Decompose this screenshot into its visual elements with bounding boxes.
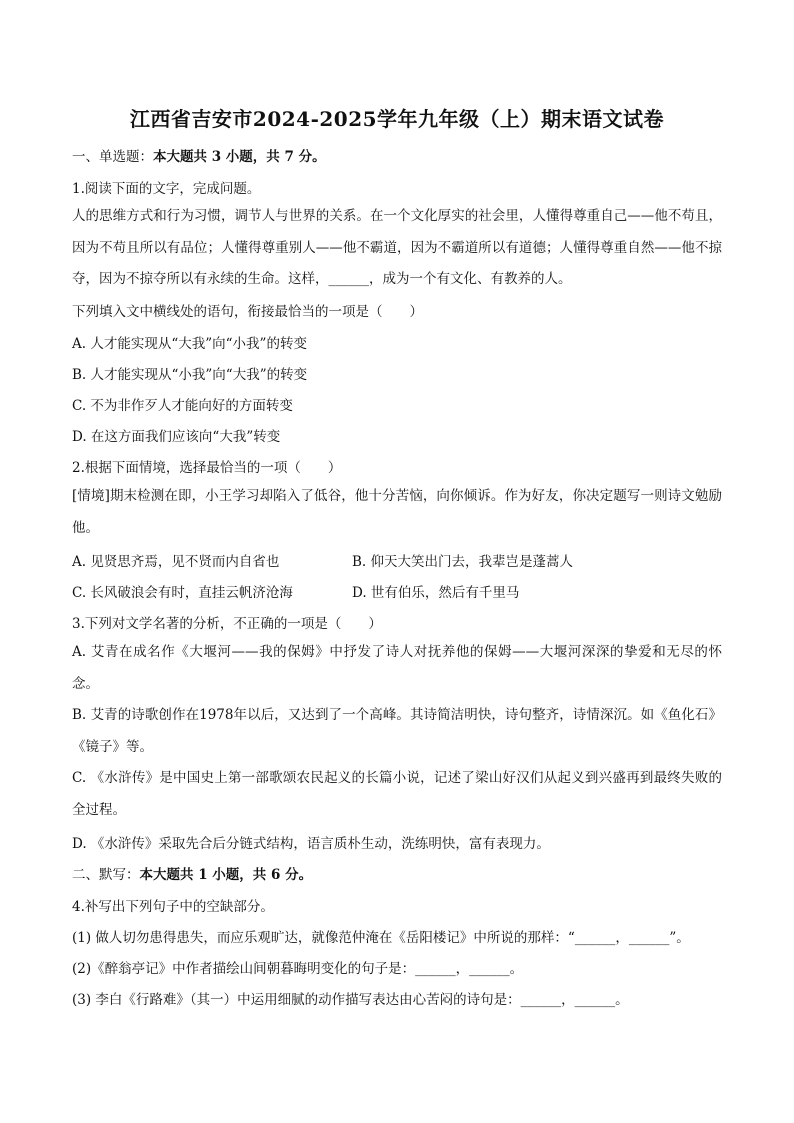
question-1-passage: 人的思维方式和行为习惯，调节人与世界的关系。在一个文化厚实的社会里，人懂得尊重自己——他不苟且，因为不苟且所以有品位；人懂得尊重别人——他不霸道，因为不霸道所以有道德；人懂得尊重自然——他不掠夺，因为不掠夺所以有永续的生命。这样，______，成为一个有文化、有教养的人。: [72, 208, 722, 287]
question-4-item-3: (3) 李白《行路难》（其一）中运用细腻的动作描写表达由心苦闷的诗句是：______，______。: [72, 992, 629, 1008]
question-1-stem: 1.阅读下面的文字，完成问题。: [72, 181, 261, 197]
question-3-option-a[interactable]: A. 艾青在成名作《大堰河——我的保姆》中抒发了诗人对抚养他的保姆——大堰河深深的挚爱和无尽的怀念。: [72, 644, 722, 692]
question-2-option-d[interactable]: D. 世有伯乐，然后有千里马: [352, 585, 520, 601]
section-1-heading: [72, 145, 326, 165]
question-4-stem: 4.补写出下列句子中的空缺部分。: [72, 899, 274, 915]
question-3-option-b[interactable]: B. 艾青的诗歌创作在1978年以后，又达到了一个高峰。其诗简洁明快，诗句整齐，诗情深沉。如《鱼化石》《镜子》等。: [72, 707, 722, 755]
question-2-stem: 2.根据下面情境，选择最恰当的一项（ ）: [72, 460, 342, 476]
question-2-option-c[interactable]: C. 长风破浪会有时，直挂云帆济沧海: [72, 585, 293, 601]
section-1-prefix: 一、单选题：: [72, 149, 153, 165]
question-2-option-a[interactable]: A. 见贤思齐焉，见不贤而内自省也: [72, 554, 280, 570]
question-1-prompt: 下列填入文中横线处的语句，衔接最恰当的一项是（ ）: [72, 304, 423, 320]
section-2-heading: [72, 863, 312, 883]
question-1-option-d[interactable]: D. 在这方面我们应该向“大我”转变: [72, 429, 281, 445]
section-2-prefix: 二、默写：: [72, 867, 140, 883]
exam-title: 江西省吉安市2024-2025学年九年级（上）期末语文试卷: [129, 107, 665, 131]
question-2-scenario: [情境]期末检测在即，小王学习却陷入了低谷，他十分苦恼，向你倾诉。作为好友，你决定题写一则诗文勉励他。: [72, 488, 722, 536]
question-4-item-2: (2)《醉翁亭记》中作者描绘山间朝暮晦明变化的句子是：______，______。: [72, 961, 524, 977]
question-3-stem: 3.下列对文学名著的分析，不正确的一项是（ ）: [72, 616, 382, 632]
question-1-option-c[interactable]: C. 不为非作歹人才能向好的方面转变: [72, 398, 293, 414]
section-2-info: 本大题共 1 小题，共 6 分。: [139, 867, 313, 883]
question-3-option-d[interactable]: D. 《水浒传》采取先合后分链式结构，语言质朴生动，洗练明快，富有表现力。: [72, 836, 550, 852]
question-1-option-b[interactable]: B. 人才能实现从“小我”向“大我”的转变: [72, 367, 308, 383]
question-4-item-1: (1) 做人切勿患得患失，而应乐观旷达，就像范仲淹在《岳阳楼记》中所说的那样：“______，______”。: [72, 930, 690, 946]
question-2-option-b[interactable]: B. 仰天大笑出门去，我辈岂是蓬蒿人: [352, 554, 574, 570]
question-3-option-c[interactable]: C. 《水浒传》是中国史上第一部歌颂农民起义的长篇小说，记述了梁山好汉们从起义到兴盛再到最终失败的全过程。: [72, 770, 722, 818]
question-1-option-a[interactable]: A. 人才能实现从“大我”向“小我”的转变: [72, 336, 307, 352]
section-1-info: 本大题共 3 小题，共 7 分。: [153, 149, 326, 165]
